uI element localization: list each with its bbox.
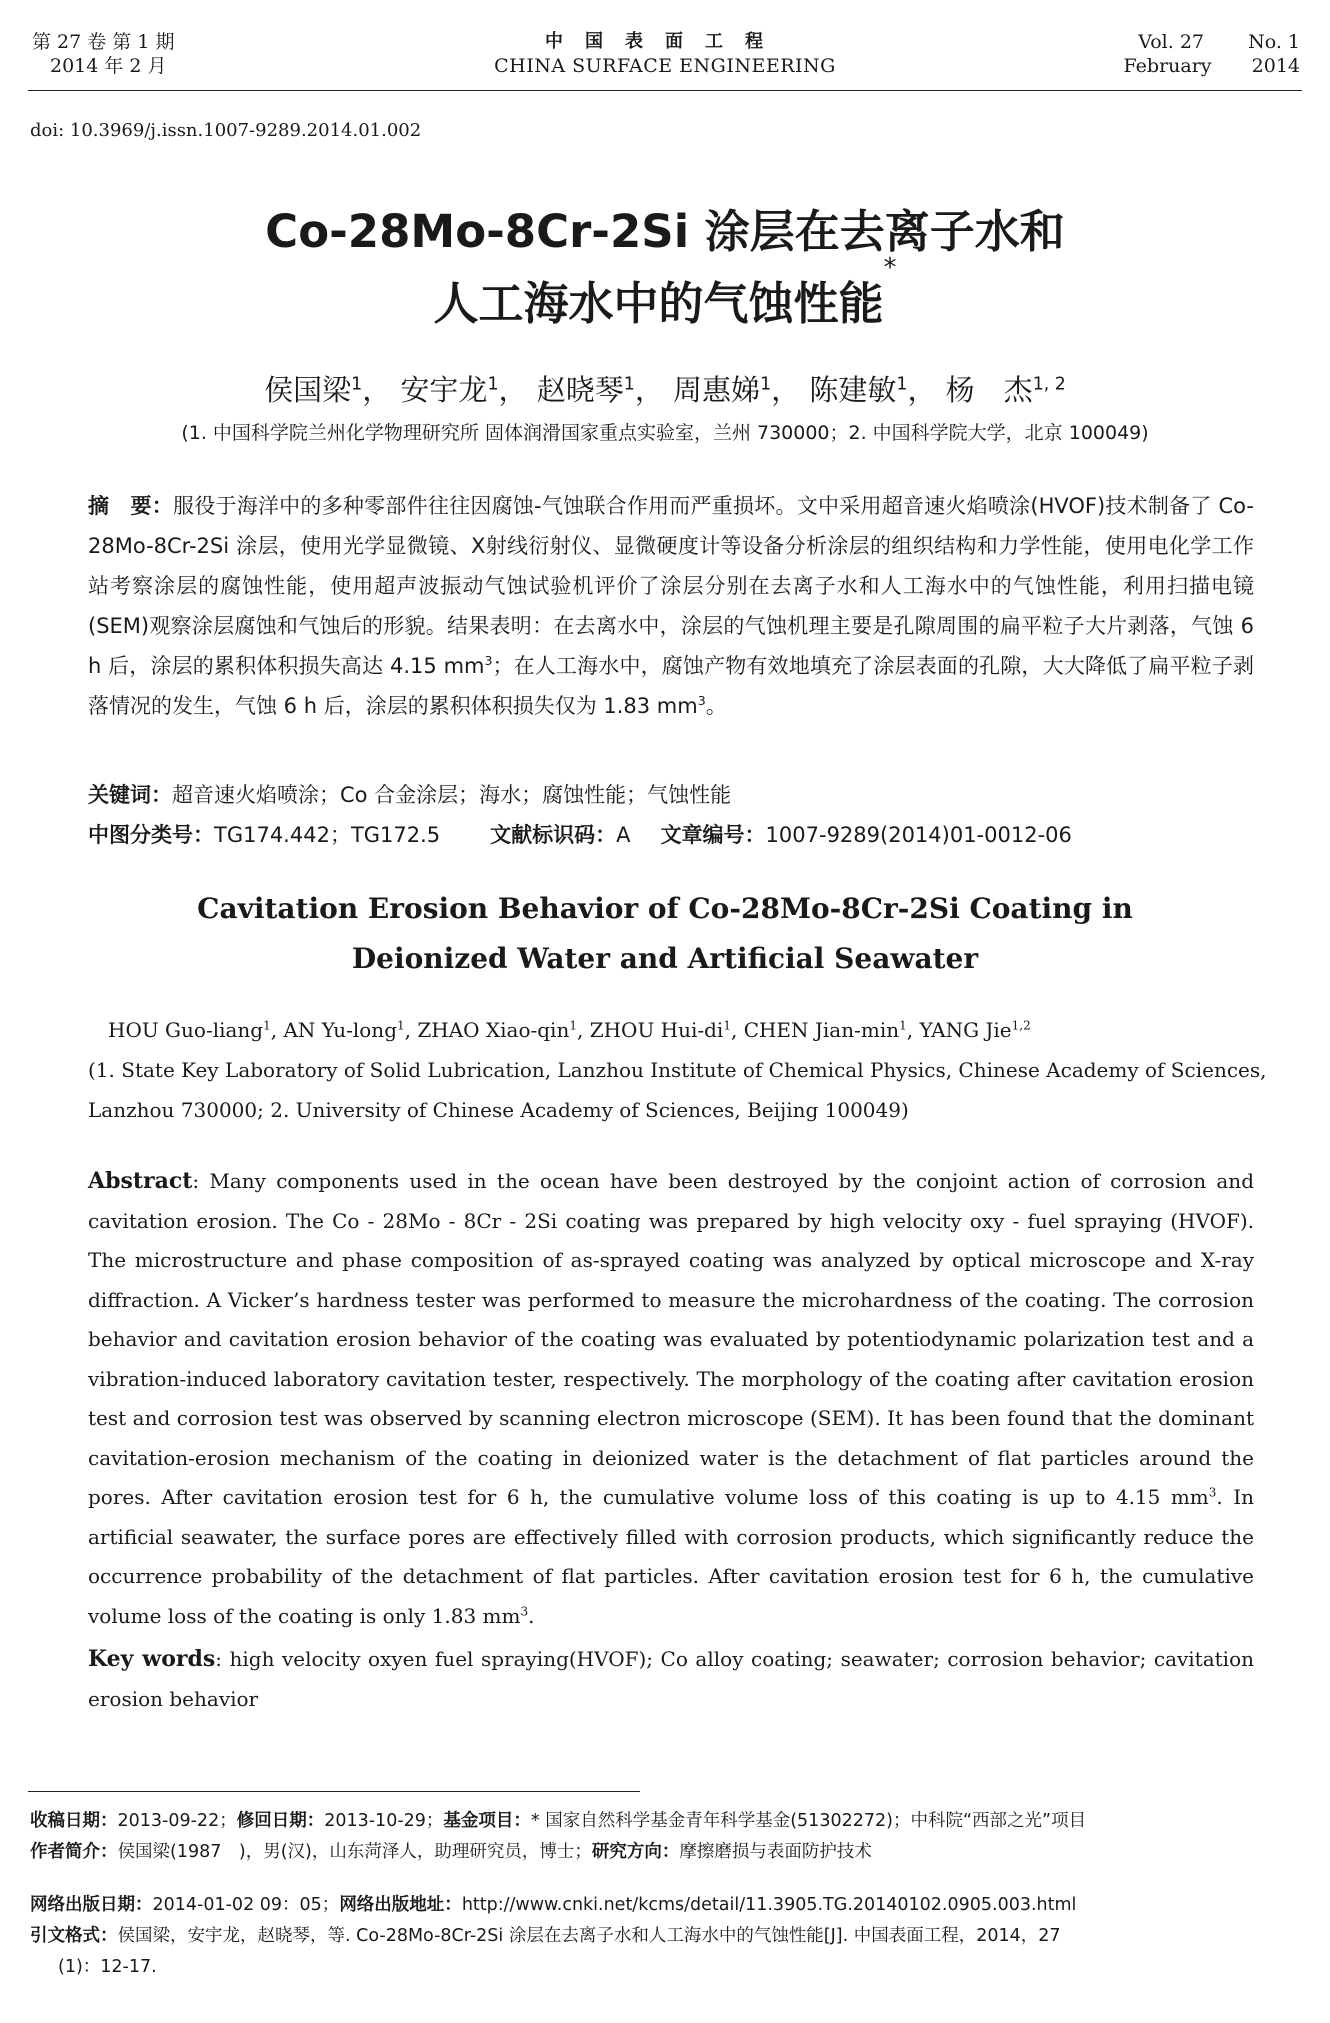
doc-code-label: 文献标识码： <box>490 823 617 847</box>
title-en <box>0 884 1330 984</box>
author-en-5-sup: 1 <box>899 1018 907 1033</box>
author-cn-4: 周惠娣 <box>673 373 761 407</box>
bio-text: 侯国梁(1987 )，男(汉)，山东菏泽人，助理研究员，博士； <box>117 1842 592 1862</box>
keywords-cn <box>88 775 1254 815</box>
fund-label: 基金项目： <box>443 1811 531 1831</box>
author-cn-5: 陈建敏 <box>809 373 897 407</box>
keywords-en-sep: : <box>215 1647 230 1671</box>
header-year-en: 2014 <box>1251 55 1300 77</box>
title-cn <box>0 196 1330 340</box>
affiliation-en: (1. State Key Laboratory of Solid Lubrication, Lanzhou Institute of Chemical Physics, Chinese Academy of Sciences, Lanzhou 730000; 2. University of Chinese Academy of Sciences, Beijing 100049) <box>88 1058 1267 1122</box>
online-addr-label: 网络出版地址： <box>339 1895 462 1915</box>
research-text: 摩擦磨损与表面防护技术 <box>679 1842 872 1862</box>
footnote-rule <box>28 1791 640 1792</box>
author-en-2-sup: 1 <box>397 1018 405 1033</box>
author-cn-4-sup: 1 <box>760 374 772 395</box>
footnote-online <box>30 1890 1310 1921</box>
keywords-cn-label: 关键词： <box>88 783 172 807</box>
title-en-line1: Cavitation Erosion Behavior of Co-28Mo-8Cr-2Si Coating in <box>197 892 1133 925</box>
author-cn-1: 侯国梁 <box>264 373 352 407</box>
abstract-cn-sup-2: 3 <box>697 693 706 708</box>
keywords-cn-text: 超音速火焰喷涂；Co 合金涂层；海水；腐蚀性能；气蚀性能 <box>172 783 732 807</box>
author-cn-1-sup: 1 <box>351 374 363 395</box>
keywords-en-label: Key words <box>88 1646 216 1672</box>
footnote-author-bio <box>30 1837 1310 1868</box>
abstract-cn-text-c: 。 <box>705 694 727 718</box>
header-month-en: February <box>1123 55 1212 77</box>
abstract-en-sep: : <box>192 1169 210 1193</box>
footnote-citation <box>30 1921 1310 1952</box>
authors-en: HOU Guo-liang$^1$, AN Yu-long$^1$, ZHAO Xiao-qin$^1$, ZHOU Hui-$di^1$, CHEN Jian-$\min^1$, YANG Jie$^{1,2}$ <box>108 1018 1031 1042</box>
header-vol-no <box>1124 30 1300 78</box>
header-no-en: No. 1 <box>1248 31 1300 53</box>
citation-text-1: 侯国梁，安宇龙，赵晓琴，等. Co-28Mo-8Cr-2Si 涂层在去离子水和人工海水中的气蚀性能[J]. 中国表面工程，2014，27 <box>117 1926 1061 1946</box>
received-date: 2013-09-22； <box>117 1811 237 1831</box>
abstract-en-text-a: Many components used in the ocean have been destroyed by the conjoint action of corrosion and cavitation erosion. The Co - 28Mo - 8Cr - 2Si coating was prepared by high velocity oxy - fuel spraying (HVOF). The microstructure and phase composition of as-sprayed coating was analyzed by optical microscope and X-ray diffraction. A Vicker’s hardness tester was performed to measure the microhardness of the coating. The corrosion behavior and cavitation erosion behavior of the coating was evaluated by potentiodynamic polarization test and a vibration-induced laboratory cavitation tester, respectively. The morphology of the coating after cavitation erosion test and corrosion test was observed by scanning electron microscope (SEM). It has been found that the dominant cavitation-erosion mechanism of the coating in deionized water is the detachment of flat particles around the pores. After cavitation erosion test for 6 h, the cumulative volume loss of this coating is up to 4.15 mm <box>88 1169 1254 1509</box>
affiliation-cn: (1. 中国科学院兰州化学物理研究所 固体润滑国家重点实验室，兰州 730000；2. 中国科学院大学，北京 100049) <box>181 422 1149 444</box>
author-en-5: CHEN Jian-min <box>743 1018 900 1042</box>
header-vol-en: Vol. 27 <box>1138 31 1204 53</box>
article-no-value: 1007-9289(2014)01-0012-06 <box>765 823 1072 847</box>
abstract-cn <box>88 486 1254 726</box>
abstract-cn-label: 摘 要： <box>88 494 173 518</box>
footnote-dates-fund <box>30 1806 1310 1837</box>
citation-label: 引文格式： <box>30 1926 118 1946</box>
author-cn-6: 杨 杰 <box>945 373 1033 407</box>
abstract-en-label: Abstract <box>88 1168 193 1194</box>
research-label: 研究方向： <box>591 1842 680 1862</box>
abstract-cn-text-b: ；在人工海水中，腐蚀产物有效地填充了涂层表面的孔隙，大大降低了扁平粒子剥落情况的发生，气蚀 6 h 后，涂层的累积体积损失仅为 1.83 mm <box>88 654 1254 718</box>
revised-label: 修回日期： <box>236 1811 325 1831</box>
keywords-en <box>88 1640 1254 1719</box>
online-date-label: 网络出版日期： <box>30 1895 153 1915</box>
author-en-6-sup: 1,2 <box>1011 1018 1031 1033</box>
abstract-en-text-c: . <box>528 1603 535 1628</box>
title-cn-footnote-mark: * <box>883 253 897 283</box>
header-journal-cn: 中国表面工程 <box>545 31 785 52</box>
fund-text: * 国家自然科学基金青年科学基金(51302272)；中科院“西部之光”项目 <box>530 1811 1087 1831</box>
keywords-en-text: high velocity oxyen fuel spraying(HVOF); Co alloy coating; seawater; corrosion behavior; cavitation erosion behavior <box>88 1647 1254 1711</box>
author-en-3: ZHAO Xiao-qin <box>417 1018 570 1042</box>
author-en-1: HOU Guo-liang <box>108 1018 264 1042</box>
title-cn-line1: Co-28Mo-8Cr-2Si 涂层在去离子水和 <box>265 205 1065 258</box>
abstract-en-sup-1: 3 <box>1208 1485 1217 1500</box>
doc-code-value: A <box>616 823 631 847</box>
clc-value: TG174.442；TG172.5 <box>214 823 441 847</box>
abstract-cn-text-a: 服役于海洋中的多种零部件往往因腐蚀-气蚀联合作用而严重损坏。文中采用超音速火焰喷涂(HVOF)技术制备了 Co-28Mo-8Cr-2Si 涂层，使用光学显微镜、X射线衍射仪、显微硬度计等设备分析涂层的组织结构和力学性能，使用电化学工作站考察涂层的腐蚀性能，使用超声波振动气蚀试验机评价了涂层分别在去离子水和人工海水中的气蚀性能，利用扫描电镜(SEM)观察涂层腐蚀和气蚀后的形貌。结果表明：在去离水中，涂层的气蚀机理主要是孔隙周围的扁平粒子大片剥落，气蚀 6 h 后，涂层的累积体积损失高达 4.15 mm <box>88 494 1255 678</box>
abstract-cn-sup-1: 3 <box>484 653 493 668</box>
header-rule <box>28 90 1302 91</box>
header-date-cn: 2014 年 2 月 <box>50 55 167 77</box>
authors-cn: 侯国梁$^1$， 安宇龙$^1$， 赵晓琴$^1$， 周惠娣$^1$， 陈建敏$^1$， 杨 杰$^{1, 2}$ <box>264 373 1066 407</box>
author-cn-6-sup: 1, 2 <box>1032 374 1066 395</box>
article-no-label: 文章编号： <box>660 823 766 847</box>
online-date: 2014-01-02 09：05； <box>152 1895 340 1915</box>
author-en-6: YANG Jie <box>919 1018 1012 1042</box>
bio-label: 作者简介： <box>30 1842 118 1862</box>
author-en-1-sup: 1 <box>263 1018 271 1033</box>
received-label: 收稿日期： <box>30 1811 118 1831</box>
doi: doi: 10.3969/j.issn.1007-9289.2014.01.002 <box>30 120 422 141</box>
author-cn-3: 赵晓琴 <box>536 373 624 407</box>
online-addr-link[interactable]: http://www.cnki.net/kcms/detail/11.3905.TG.20140102.0905.003.html <box>461 1895 1077 1915</box>
header-volume-cn: 第 27 卷 第 1 期 <box>32 31 175 53</box>
author-en-3-sup: 1 <box>569 1018 577 1033</box>
header-journal-en: CHINA SURFACE ENGINEERING <box>494 55 836 77</box>
abstract-en-sup-2: 3 <box>520 1603 529 1618</box>
author-en-2: AN Yu-long <box>283 1018 397 1042</box>
author-cn-2: 安宇龙 <box>400 373 488 407</box>
author-en-4-sup: 1 <box>723 1018 731 1033</box>
abstract-en <box>88 1162 1254 1636</box>
author-en-4: ZHOU Hui-di <box>589 1018 724 1042</box>
clc-label: 中图分类号： <box>88 823 214 847</box>
revised-date: 2013-10-29； <box>324 1811 444 1831</box>
author-cn-3-sup: 1 <box>623 374 635 395</box>
title-cn-line2: 人工海水中的气蚀性能 <box>433 277 884 330</box>
author-cn-2-sup: 1 <box>487 374 499 395</box>
author-cn-5-sup: 1 <box>896 374 908 395</box>
footnote-citation-cont: (1)：12-17. <box>58 1957 157 1977</box>
title-en-line2: Deionized Water and Artificial Seawater <box>351 942 979 975</box>
abstract-en-text-b: . In artificial seawater, the surface pores are effectively filled with corrosion products, which significantly reduce the occurrence probability of the detachment of flat particles. After cavitation erosion test for 6 h, the cumulative volume loss of the coating is only 1.83 mm <box>88 1485 1254 1628</box>
classification-cn <box>88 815 1288 855</box>
